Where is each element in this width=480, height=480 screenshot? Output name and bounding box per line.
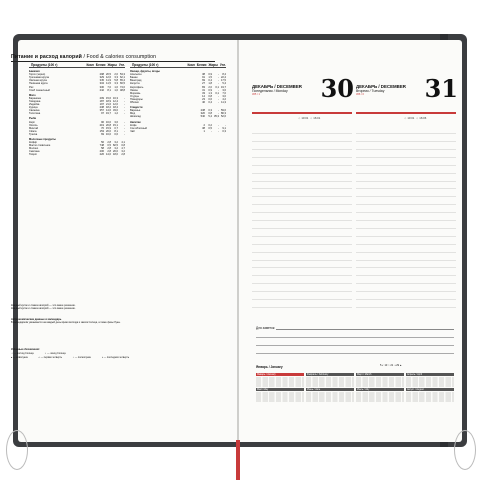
calendar-months: [256, 373, 456, 403]
table-row: Масло сливочное 748 0,5 82,5 0,8: [29, 144, 125, 148]
sun-times-31: ☼ 10:01 ☼ 16:06: [404, 116, 427, 120]
table-row: Лосось 219 20,8 15,1 -: [29, 123, 125, 127]
day-month: ДЕКАБРЬ / DECEMBER: [356, 84, 406, 89]
table-row: Минтай 70 15,9 0,7 -: [29, 126, 125, 130]
month-title: Январь / January: [256, 373, 304, 376]
legend-full-moon: ○ — полнолуние: [72, 356, 92, 359]
month-days: [406, 392, 454, 402]
month-title: Июнь / June: [306, 388, 354, 391]
mini-calendar: [256, 364, 456, 391]
table-row: Курица 238 18,2 18,4 -: [29, 106, 125, 110]
sunset-icon: ☼: [415, 116, 419, 120]
month-title: Апрель / April: [406, 373, 454, 376]
table-row: Шоколад 540 5,4 35,3 52,6: [130, 115, 226, 119]
calendar-month: [356, 388, 406, 403]
legend-sunrise: ☼ — восход Солнца: [11, 352, 34, 355]
day-number: 30: [320, 74, 354, 103]
day-of-year: 365 / 1: [252, 93, 260, 96]
food-category: Мясо: [29, 93, 36, 97]
notes-line[interactable]: [256, 353, 454, 354]
footnote-line-1: Каждый кусок и ложка калорий — это ваше решение.: [11, 304, 76, 307]
table-row: Говядина 187 18,9 12,4 -: [29, 99, 125, 103]
sunset-icon: ☼: [309, 116, 313, 120]
calendar-month: [406, 373, 456, 388]
food-category: Напитки: [130, 120, 141, 124]
notes-line[interactable]: [276, 329, 454, 330]
table-header: Продукты (100 г) Ккал Белки Жиры Угл.: [31, 63, 125, 67]
astronomy-info: [11, 318, 215, 324]
month-title: Август / August: [406, 388, 454, 391]
notes-line[interactable]: [256, 337, 454, 338]
legend-sunset: ☼ — заход Солнца: [44, 352, 66, 355]
table-row: Помидоры 23 0,6 - 4,2: [130, 97, 226, 101]
month-title: Июль / July: [356, 388, 404, 391]
title-ru: Питание и расход калорий: [11, 54, 82, 60]
sunrise-icon: ☼: [298, 116, 301, 120]
table-row: Свинина 357 14,6 33,0 -: [29, 109, 125, 113]
calendar-month: [256, 388, 306, 403]
month-days: [356, 392, 404, 402]
month-days: [256, 392, 304, 402]
month-title: Май / May: [256, 388, 304, 391]
table-row: Сок яблочный 38 0,5 - 9,1: [130, 126, 226, 130]
table-row: Пшённая крупа 334 11,5 3,3 66,5: [29, 82, 125, 86]
food-category: Бакалея: [29, 70, 40, 74]
writing-lines-31[interactable]: [356, 126, 456, 312]
info-text: В календарном указывается на каждый день время восхода и заката Солнца, а также фазы Луны.: [11, 321, 121, 324]
table-row: Варенье 238 0,3 - 59,6: [130, 109, 226, 113]
table-row: Творог 226 14,0 18,0 2,8: [29, 153, 125, 157]
month-days: [306, 377, 354, 387]
moon-phases: 5 ◐ 13 ○ 21 ◑ 29 ●: [380, 364, 402, 367]
legend-title: Условные обозначения:: [11, 348, 40, 351]
table-row: Телятина 97 19,7 1,2 -: [29, 112, 125, 116]
table-row: Баранина 209 15,6 16,3 -: [29, 96, 125, 100]
food-table-column-2: [130, 64, 226, 133]
table-row: Сёмга 153 20,0 8,1 -: [29, 129, 125, 133]
table-row: Кофе 2 0,2 - -: [130, 123, 226, 127]
table-row: Апельсин 38 0,9 - 8,4: [130, 73, 226, 77]
table-row: Виноград 69 0,4 - 17,5: [130, 79, 226, 83]
calendar-month: [356, 373, 406, 388]
table-row: Сметана 206 2,8 20,0 3,2: [29, 150, 125, 154]
month-days: [356, 377, 404, 387]
table-row: Банан 91 1,5 - 22,4: [130, 76, 226, 80]
gutter: [237, 40, 239, 442]
writing-lines-30[interactable]: [252, 126, 352, 312]
bookmark-ribbon: [236, 440, 240, 480]
table-row: Мёд 320 0,8 - 80,3: [130, 112, 226, 116]
month-days: [306, 392, 354, 402]
corner-curve-right: [454, 430, 476, 470]
food-category: Молочные продукты: [29, 137, 56, 141]
table-row: Горох (зерно) 298 20,5 2,0 53,3: [29, 73, 125, 77]
legend-new-moon: ● — новолуние: [11, 356, 28, 359]
calendar-month: [256, 373, 306, 388]
day-month: ДЕКАБРЬ / DECEMBER: [252, 84, 302, 89]
table-row: Кефир 56 2,8 3,2 4,1: [29, 141, 125, 145]
table-row: Хлеб пшеничный 242 8,1 1,0 48,8: [29, 88, 125, 92]
month-title: Март / March: [356, 373, 404, 376]
day-header-30: [252, 74, 356, 112]
footnote: [11, 304, 215, 310]
day-number: 31: [424, 74, 458, 103]
table-row: Молоко 58 2,8 3,2 4,7: [29, 147, 125, 151]
table-row: Чай 1 - - 0,3: [130, 129, 226, 133]
table-row: Овсяная крупа 345 11,9 5,8 65,4: [29, 79, 125, 83]
table-row: Лимон 31 0,9 - 3,6: [130, 88, 226, 92]
sun-times-30: ☼ 10:01 ☼ 16:01: [298, 116, 321, 120]
title-en: / Food & calories consumption: [83, 54, 157, 60]
legend-last-quarter: ◑ — последняя четверть: [101, 356, 130, 359]
table-row: Картофель 83 2,0 0,1 19,7: [130, 85, 226, 89]
table-row: Индейка 197 21,6 12,0 -: [29, 103, 125, 107]
corner-curve-left: [6, 430, 28, 470]
table-row: Огурцы 14 0,8 - 3,0: [130, 94, 226, 98]
day-rule-31: [356, 112, 456, 114]
table-row: Карп 96 16,0 3,6 -: [29, 120, 125, 124]
table-row: Треска 69 16,0 0,6 -: [29, 132, 125, 136]
month-days: [256, 377, 304, 387]
notes-line[interactable]: [256, 345, 454, 346]
page-title: [11, 54, 215, 62]
legend-first-quarter: ◐ — первая четверть: [38, 356, 63, 359]
food-table-column-1: [29, 64, 125, 157]
sunrise-icon: ☼: [404, 116, 407, 120]
calendar-month: [306, 373, 356, 388]
table-row: Морковь 33 1,3 0,1 7,0: [130, 91, 226, 95]
day-header-31: [356, 74, 460, 112]
food-category: Овощи, фрукты, ягоды: [130, 70, 160, 74]
table-row: Рис 330 7,0 1,0 74,0: [29, 85, 125, 89]
calendar-title: Январь / January: [256, 365, 283, 369]
month-days: [406, 377, 454, 387]
food-category: Сладости: [130, 106, 143, 110]
day-rule-30: [252, 112, 352, 114]
day-weekday: Понедельник / Monday: [252, 89, 288, 93]
table-header: Продукты (100 г) Ккал Белки Жиры Угл.: [132, 63, 226, 67]
table-row: Яблоки 46 0,4 - 11,3: [130, 101, 226, 105]
calendar-month: [306, 388, 356, 403]
table-row: Капуста 27 1,8 - 5,4: [130, 82, 226, 86]
footnote-line-2: Каждый кусок и ложка калорий — это ваше решение.: [11, 307, 76, 311]
day-weekday: Вторник / Tuesday: [356, 89, 385, 93]
day-of-year: 366 / 0: [356, 93, 364, 96]
food-category: Рыба: [29, 117, 36, 121]
info-title: Астрономические данные и календарь: [11, 318, 62, 321]
month-title: Февраль / February: [306, 373, 354, 376]
table-row: Гречневая крупа 329 12,6 3,3 62,1: [29, 76, 125, 80]
notes-label: Для заметок:: [256, 326, 276, 330]
calendar-month: [406, 388, 456, 403]
legend: [11, 348, 215, 360]
